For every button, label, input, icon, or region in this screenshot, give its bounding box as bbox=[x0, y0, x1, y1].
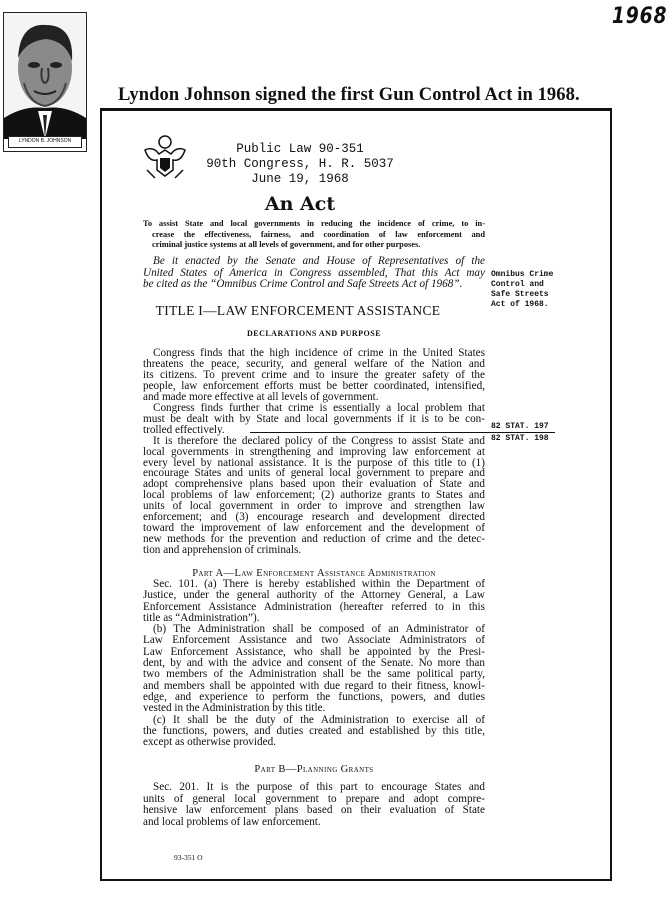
text-line: Be it enacted by the Senate and House of Representatives of the bbox=[153, 255, 485, 267]
text-line: Omnibus Crime bbox=[491, 270, 554, 279]
congress-bill: 90th Congress, H. R. 5037 bbox=[206, 157, 394, 171]
text-line: crease the effectiveness, fairness, and coordination of law enforcement and bbox=[152, 229, 485, 239]
text-line: units of general local government to prepare and adopt compre- bbox=[143, 792, 485, 805]
part-a-text bbox=[143, 579, 485, 748]
stat-198-marker: 82 STAT. 198 bbox=[491, 434, 549, 443]
text-line: local problems of law enforcement; (2) authorize grants to States and bbox=[143, 489, 485, 502]
text-line: Act of 1968. bbox=[491, 300, 549, 309]
public-law-number: Public Law 90-351 bbox=[236, 142, 364, 156]
text-line: except as otherwise provided. bbox=[143, 736, 276, 749]
text-line: every level by national assistance. It is the purpose of this title to (1) bbox=[143, 456, 485, 469]
photo-caption: LYNDON B. JOHNSON bbox=[8, 136, 82, 148]
purpose-statement bbox=[143, 219, 485, 251]
headline: Lyndon Johnson signed the first Gun Control Act in 1968. bbox=[118, 85, 580, 105]
text-line: two members of the Administration shall be the same political party, bbox=[143, 668, 485, 681]
great-seal-eagle-icon bbox=[143, 134, 187, 180]
enacting-clause bbox=[143, 256, 485, 291]
text-line: (b) The Administration shall be composed of an Administrator of bbox=[153, 623, 485, 636]
text-line: criminal justice systems at all levels of government, and for other purposes. bbox=[152, 240, 421, 249]
text-line: Sec. 101. (a) There is hereby established within the Department of bbox=[153, 578, 485, 590]
text-line: new methods for the prevention and reduction of crime and the detec- bbox=[143, 533, 485, 546]
text-line: Congress finds that the high incidence of crime in the United States bbox=[153, 347, 485, 359]
declarations-heading: DECLARATIONS AND PURPOSE bbox=[246, 329, 382, 338]
text-line: local governments in strengthening and improving law enforcement at bbox=[143, 445, 485, 458]
text-line: Law Enforcement Assistance and two Associate Administrators of bbox=[143, 634, 485, 647]
text-line: must be dealt with by State and local governments if it is to be con- bbox=[143, 412, 485, 425]
text-line: Law Enforcement Assistance, who shall be appointed by the Presi- bbox=[143, 645, 485, 658]
text-line: Congress finds further that crime is essentially a local problem that bbox=[153, 401, 485, 414]
text-line: adopt comprehensive plans based upon their evaluation of State and bbox=[143, 478, 485, 491]
text-line: Justice, under the general authority of the Attorney General, a Law bbox=[143, 589, 485, 602]
text-line: and made more effective at all levels of government. bbox=[143, 390, 379, 403]
text-line: the functions, powers, and duties created and established by this title, bbox=[143, 724, 485, 737]
text-line: dent, by and with the advice and consent of the Senate. No more than bbox=[143, 657, 485, 670]
text-line: Enforcement Assistance Administration (hereafter referred to in this bbox=[143, 600, 485, 613]
page-break-rule bbox=[250, 432, 555, 433]
text-line: To assist State and local governments in reducing the incidence of crime, to in- bbox=[143, 219, 485, 228]
text-line: tion and apprehension of criminals. bbox=[143, 544, 302, 557]
text-line: United States of America in Congress assembled, That this Act may bbox=[143, 266, 485, 279]
part-b-heading: Part B—Planning Grants bbox=[254, 764, 374, 775]
part-b-text bbox=[143, 782, 485, 828]
text-line: encourage States and units of general local government to prepare and bbox=[143, 467, 485, 480]
text-line: Safe Streets bbox=[491, 290, 549, 299]
text-line: Control and bbox=[491, 280, 544, 289]
act-title: An Act bbox=[264, 193, 336, 215]
text-line: (c) It shall be the duty of the Administration to exercise all of bbox=[153, 713, 485, 726]
text-line: threatens the peace, security, and general welfare of the Nation and bbox=[143, 357, 485, 370]
text-line: people, law enforcement efforts must be better coordinated, intensified, bbox=[143, 379, 485, 392]
law-header bbox=[200, 142, 400, 187]
text-line: toward the improvement of law enforcement and the development of bbox=[143, 522, 485, 535]
footer-code: 93-351 O bbox=[174, 853, 203, 862]
text-line: It is therefore the declared policy of the Congress to assist State and bbox=[153, 434, 485, 447]
law-date: June 19, 1968 bbox=[251, 172, 349, 186]
text-line: vested in the Administration by this title. bbox=[143, 702, 326, 715]
text-line: trolled effectively. bbox=[143, 423, 225, 436]
text-line: and local problems of law enforcement. bbox=[143, 815, 321, 828]
stat-197-marker: 82 STAT. 197 bbox=[491, 422, 549, 431]
title-heading: TITLE I—LAW ENFORCEMENT ASSISTANCE bbox=[155, 303, 441, 318]
text-line: and members shall be appointed with due regard to their fitness, knowl- bbox=[143, 679, 485, 692]
text-line: Sec. 201. It is the purpose of this part to encourage States and bbox=[153, 781, 485, 793]
handwritten-year: 1968 bbox=[611, 4, 668, 29]
portrait-photo bbox=[3, 12, 87, 152]
portrait-image bbox=[4, 13, 86, 139]
declarations-text bbox=[143, 348, 485, 556]
text-line: be cited as the “Omnibus Crime Control and Safe Streets Act of 1968”. bbox=[143, 278, 463, 290]
text-line: hensive law enforcement plans based on their evaluation of State bbox=[143, 804, 485, 816]
margin-note bbox=[491, 270, 553, 310]
text-line: units of local government in order to improve and strengthen law bbox=[143, 500, 485, 513]
text-line: its citizens. To prevent crime and to insure the greater safety of the bbox=[143, 368, 485, 381]
text-line: edge, and experience to perform the functions, powers, and duties bbox=[143, 690, 485, 703]
text-line: title as “Administration”). bbox=[143, 611, 260, 624]
part-a-heading: Part A—Law Enforcement Assistance Administration bbox=[192, 568, 436, 579]
text-line: enforcement; and (3) encourage research and development directed bbox=[143, 511, 485, 524]
